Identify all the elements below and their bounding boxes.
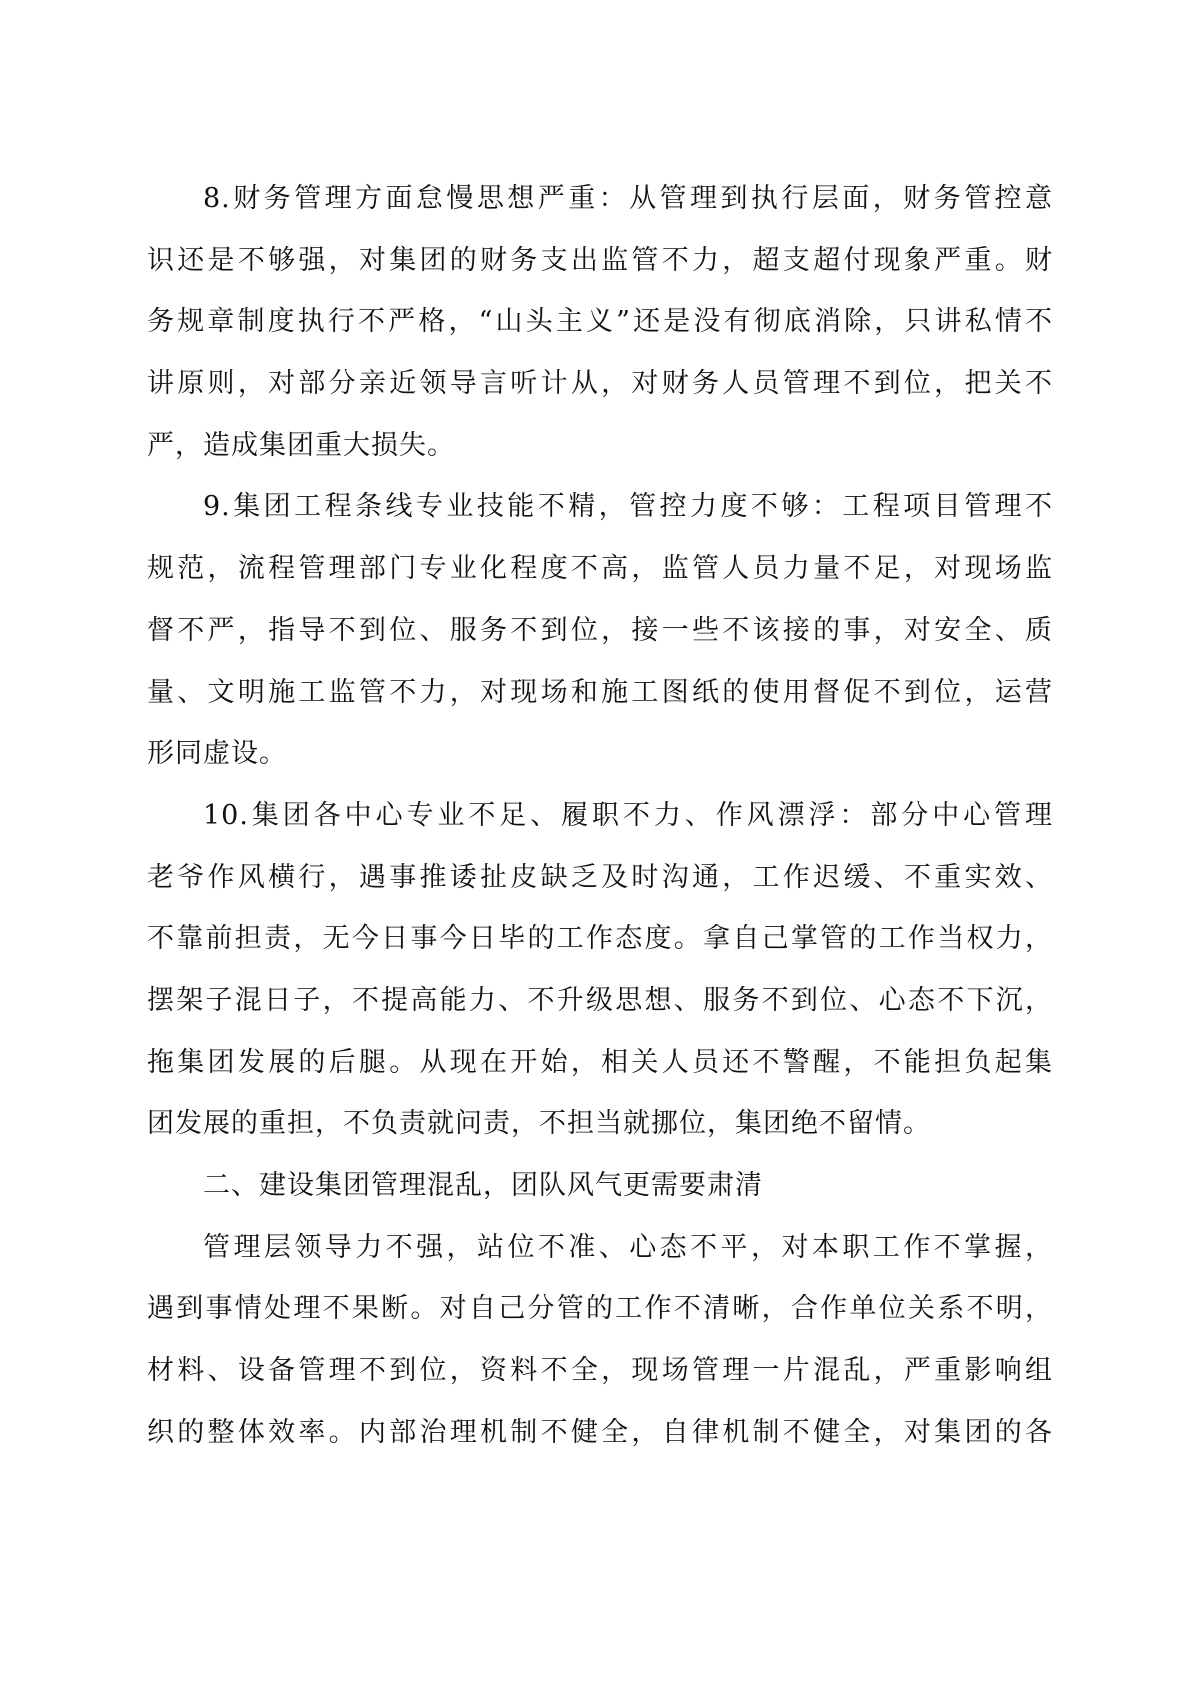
para-9-line-4: 量、文明施工监管不力，对现场和施工图纸的使用督促不到位，运营 <box>147 676 1053 708</box>
para-10-line-2: 老爷作风横行，遇事推诿扯皮缺乏及时沟通，工作迟缓、不重实效、 <box>147 861 1053 893</box>
para-8-line-5: 严，造成集团重大损失。 <box>147 429 455 461</box>
para-mgmt-line-4: 织的整体效率。内部治理机制不健全，自律机制不健全，对集团的各 <box>147 1416 1053 1448</box>
para-9-line-1: 9.集团工程条线专业技能不精，管控力度不够：工程项目管理不 <box>203 491 1053 523</box>
para-9-line-3: 督不严，指导不到位、服务不到位，接一些不该接的事，对安全、质 <box>147 614 1053 646</box>
document-body <box>147 168 1053 1463</box>
para-8-line-4: 讲原则，对部分亲近领导言听计从，对财务人员管理不到位，把关不 <box>147 368 1053 400</box>
para-10-line-5: 拖集团发展的后腿。从现在开始，相关人员还不警醒，不能担负起集 <box>147 1046 1053 1078</box>
para-mgmt-line-1: 管理层领导力不强，站位不准、心态不平，对本职工作不掌握， <box>203 1231 1053 1263</box>
para-8-line-2: 识还是不够强，对集团的财务支出监管不力，超支超付现象严重。财 <box>147 244 1053 276</box>
para-10-line-1: 10.集团各中心专业不足、履职不力、作风漂浮：部分中心管理 <box>203 799 1053 831</box>
para-10-line-3: 不靠前担责，无今日事今日毕的工作态度。拿自己掌管的工作当权力， <box>147 923 1053 955</box>
para-9-line-2: 规范，流程管理部门专业化程度不高，监管人员力量不足，对现场监 <box>147 553 1053 585</box>
para-9-line-5: 形同虚设。 <box>147 738 287 770</box>
para-8-line-1: 8.财务管理方面怠慢思想严重：从管理到执行层面，财务管控意 <box>203 183 1053 214</box>
para-8-line-3: 务规章制度执行不严格，“山头主义”还是没有彻底消除，只讲私情不 <box>147 306 1053 338</box>
para-10-line-6: 团发展的重担，不负责就问责，不担当就挪位，集团绝不留情。 <box>147 1108 931 1140</box>
para-10-line-4: 摆架子混日子，不提高能力、不升级思想、服务不到位、心态不下沉， <box>147 984 1053 1016</box>
section-heading: 二、建设集团管理混乱，团队风气更需要肃清 <box>203 1170 763 1201</box>
para-mgmt-line-3: 材料、设备管理不到位，资料不全，现场管理一片混乱，严重影响组 <box>147 1355 1053 1387</box>
para-mgmt-line-2: 遇到事情处理不果断。对自己分管的工作不清晰，合作单位关系不明， <box>147 1293 1053 1325</box>
